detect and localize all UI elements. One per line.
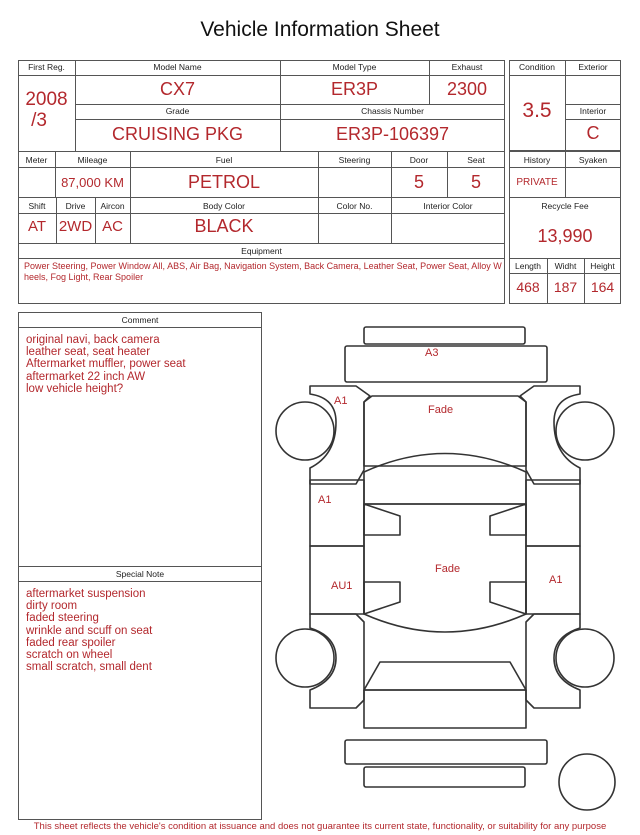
width-value: 187 bbox=[553, 279, 578, 295]
damage-mark-hood: Fade bbox=[428, 404, 454, 416]
interior-value: C bbox=[586, 123, 600, 143]
model-name-label: Model Name bbox=[153, 62, 202, 72]
chassis-number-label: Chassis Number bbox=[361, 106, 424, 116]
special-note-list bbox=[26, 588, 152, 673]
history-value: PRIVATE bbox=[516, 177, 558, 188]
comment-line: original navi, back camera bbox=[26, 334, 160, 346]
aircon-value: AC bbox=[102, 218, 123, 235]
first-reg-label: First Reg. bbox=[28, 62, 65, 72]
damage-mark-left-front-door: A1 bbox=[318, 494, 332, 506]
equipment-value: Power Steering, Power Window All, ABS, Air Bag, Navigation System, Back Camera, Leather Seat, Power Seat, Alloy Wheels, Fog Light, Rear Spoiler bbox=[24, 261, 502, 282]
special-note-line: wrinkle and scuff on seat bbox=[26, 624, 153, 637]
comment-list bbox=[26, 334, 186, 395]
height-value: 164 bbox=[590, 279, 615, 295]
width-label: Widht bbox=[554, 261, 577, 271]
damage-mark-front-bumper: A3 bbox=[425, 347, 439, 359]
fuel-value: PETROL bbox=[187, 172, 261, 192]
grade-value: CRUISING PKG bbox=[111, 124, 244, 144]
mileage-label: Mileage bbox=[77, 155, 108, 165]
model-type-value: ER3P bbox=[330, 79, 379, 99]
interior-label: Interior bbox=[579, 106, 607, 116]
door-label: Door bbox=[409, 155, 429, 165]
first-reg-month: /3 bbox=[31, 110, 47, 131]
recycle-fee-label: Recycle Fee bbox=[541, 201, 589, 211]
history-label: History bbox=[523, 155, 551, 165]
length-label: Length bbox=[515, 261, 541, 271]
model-type-label: Model Type bbox=[332, 62, 377, 72]
comment-line: leather seat, seat heater bbox=[26, 346, 151, 359]
exhaust-label: Exhaust bbox=[451, 62, 483, 72]
aircon-label: Aircon bbox=[100, 201, 125, 211]
grade-label: Grade bbox=[165, 106, 190, 116]
damage-mark-roof: Fade bbox=[435, 563, 461, 575]
body-color-value: BLACK bbox=[194, 216, 254, 236]
meter-label: Meter bbox=[25, 155, 48, 165]
disclaimer-footer: This sheet reflects the vehicle's condition at issuance and does not guarantee its current state, functionality, or suitability for any purpose bbox=[33, 821, 607, 832]
comment-line: Aftermarket muffler, power seat bbox=[26, 358, 186, 371]
length-value: 468 bbox=[516, 279, 540, 295]
condition-value: 3.5 bbox=[522, 99, 552, 122]
seat-value: 5 bbox=[470, 172, 481, 192]
seat-label: Seat bbox=[467, 155, 485, 165]
damage-mark-right-rear-door: A1 bbox=[549, 574, 563, 586]
drive-value: 2WD bbox=[58, 218, 93, 235]
mileage-value: 87,000 KM bbox=[61, 175, 124, 190]
first-reg-year: 2008 bbox=[25, 89, 68, 110]
special-note-line: small scratch, small dent bbox=[26, 661, 152, 674]
chassis-number-value: ER3P-106397 bbox=[335, 124, 450, 144]
special-note-line: faded steering bbox=[26, 612, 99, 625]
syaken-label: Syaken bbox=[578, 155, 608, 165]
door-value: 5 bbox=[413, 172, 424, 192]
steering-label: Steering bbox=[338, 155, 371, 165]
special-note-line: dirty room bbox=[26, 600, 78, 613]
page-title: Vehicle Information Sheet bbox=[200, 18, 440, 41]
fuel-label: Fuel bbox=[215, 155, 233, 165]
model-name-value: CX7 bbox=[159, 79, 195, 99]
interior-color-label: Interior Color bbox=[423, 201, 473, 211]
height-label: Height bbox=[590, 261, 615, 271]
comment-label: Comment bbox=[121, 315, 159, 325]
condition-label: Condition bbox=[519, 62, 555, 72]
special-note-line: faded rear spoiler bbox=[26, 636, 116, 649]
shift-label: Shift bbox=[28, 201, 46, 211]
comment-line: aftermarket 22 inch AW bbox=[26, 370, 146, 383]
damage-mark-left-rear-door: AU1 bbox=[331, 580, 353, 592]
shift-value: AT bbox=[27, 218, 47, 235]
color-no-label: Color No. bbox=[336, 201, 373, 211]
special-note-line: scratch on wheel bbox=[26, 649, 113, 662]
equipment-label: Equipment bbox=[241, 246, 282, 256]
recycle-fee-value: 13,990 bbox=[537, 226, 593, 246]
drive-label: Drive bbox=[65, 201, 86, 211]
special-note-label: Special Note bbox=[115, 569, 165, 579]
exhaust-value: 2300 bbox=[446, 79, 488, 99]
exterior-label: Exterior bbox=[578, 62, 608, 72]
body-color-label: Body Color bbox=[202, 201, 246, 211]
damage-mark-front-left-fender: A1 bbox=[334, 395, 348, 407]
special-note-line: aftermarket suspension bbox=[26, 588, 146, 600]
comment-line: low vehicle height? bbox=[26, 382, 124, 395]
